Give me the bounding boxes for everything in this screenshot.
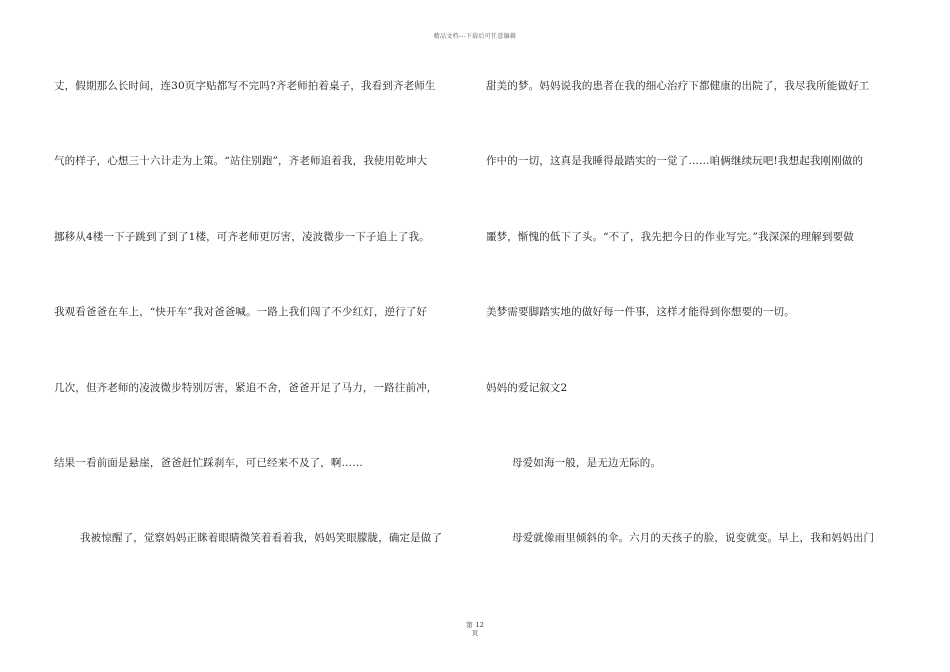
- text-line: 我观看爸爸在车上，“快开车”我对爸爸喊。一路上我们闯了不少红灯，逆行了好: [54, 306, 428, 318]
- text-line: 作中的一切，这真是我睡得最踏实的一觉了……咱俩继续玩吧!我想起我刚刚做的: [486, 155, 864, 167]
- paragraph-start-line: 我被惊醒了，觉察妈妈正眯着眼睛微笑着看着我，妈妈笑眼朦胧，确定是做了: [80, 532, 443, 544]
- text-line: 甜美的梦。妈妈说我的患者在我的细心治疗下都健康的出院了，我尽我所能做好工: [486, 80, 870, 92]
- paragraph-start-line: 母爱就像雨里倾斜的伞。六月的天孩子的脸，说变就变。早上，我和妈妈出门: [512, 532, 875, 544]
- page-number-line: [0, 621, 950, 629]
- text-line: 挪移从4楼一下子跳到了到了1楼，可齐老师更厉害，凌波微步一下子追上了我。: [54, 231, 430, 243]
- page-number: 12: [475, 621, 484, 629]
- page-prefix: 第: [466, 621, 473, 629]
- text-line: 丈，假期那么长时间，连30页字贴都写不完吗?齐老师拍着桌子，我看到齐老师生: [54, 80, 436, 92]
- text-line: 美梦需要脚踏实地的做好每一件事，这样才能得到你想要的一切。: [486, 306, 795, 318]
- page-header: 精品文档---下载后可任意编辑: [433, 33, 517, 40]
- text-line: 噩梦，惭愧的低下了头。“不了，我先把今日的作业写完。”我深深的理解到要做: [486, 231, 854, 243]
- page-suffix: 页: [471, 629, 479, 637]
- text-line: 几次，但齐老师的凌波微步特别厉害，紧追不舍，爸爸开足了马力，一路往前冲，: [54, 382, 438, 394]
- paragraph-start-line: 母爱如海一般，是无边无际的。: [512, 457, 662, 469]
- section-heading: 妈妈的爱记叙文2: [486, 382, 568, 394]
- text-line: 结果一看前面是悬崖，爸爸赶忙踩刹车，可已经来不及了，啊……: [54, 457, 363, 469]
- page-footer: [0, 621, 950, 637]
- text-line: 气的样子，心想三十六计走为上策。“站住别跑”，齐老师追着我，我使用乾坤大: [54, 155, 428, 167]
